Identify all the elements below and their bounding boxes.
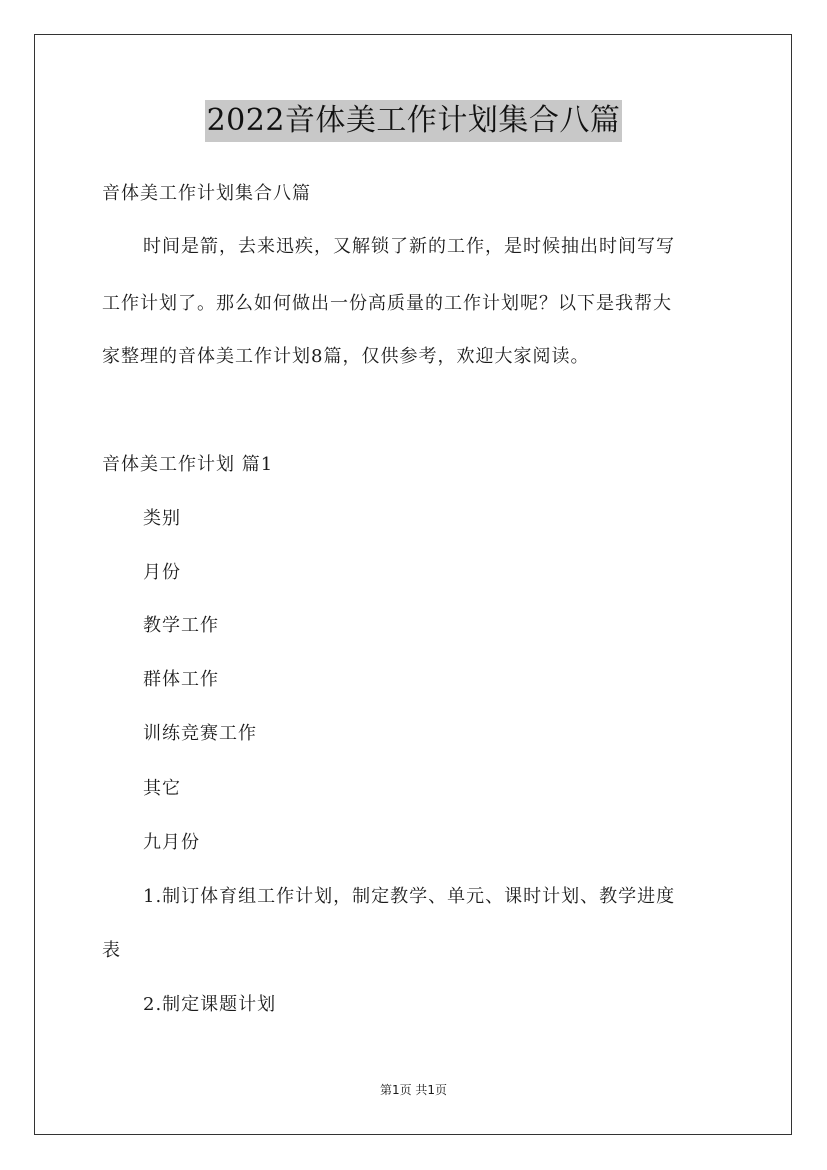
intro-line-3: 家整理的音体美工作计划8篇，仅供参考，欢迎大家阅读。	[102, 346, 590, 367]
item-teaching: 教学工作	[143, 615, 219, 636]
page-footer: 第1页 共1页	[379, 1083, 448, 1097]
item-september: 九月份	[143, 832, 200, 853]
item-category: 类别	[143, 508, 181, 529]
document-subtitle: 音体美工作计划集合八篇	[102, 183, 311, 204]
intro-line-1: 时间是箭，去来迅疾，又解锁了新的工作，是时候抽出时间写写	[143, 236, 675, 257]
title-container	[0, 100, 827, 142]
section-heading: 音体美工作计划 篇1	[102, 454, 274, 475]
intro-line-2: 工作计划了。那么如何做出一份高质量的工作计划呢？以下是我帮大	[102, 293, 672, 314]
point-2: 2.制定课题计划	[143, 994, 277, 1015]
item-other: 其它	[143, 778, 181, 799]
point-1-line-1: 1.制订体育组工作计划，制定教学、单元、课时计划、教学进度	[143, 886, 676, 907]
point-1-line-2: 表	[102, 940, 121, 961]
item-group-work: 群体工作	[143, 669, 219, 690]
document-title: 2022音体美工作计划集合八篇	[205, 100, 623, 142]
item-training: 训练竞赛工作	[143, 723, 257, 744]
item-month: 月份	[143, 562, 181, 583]
